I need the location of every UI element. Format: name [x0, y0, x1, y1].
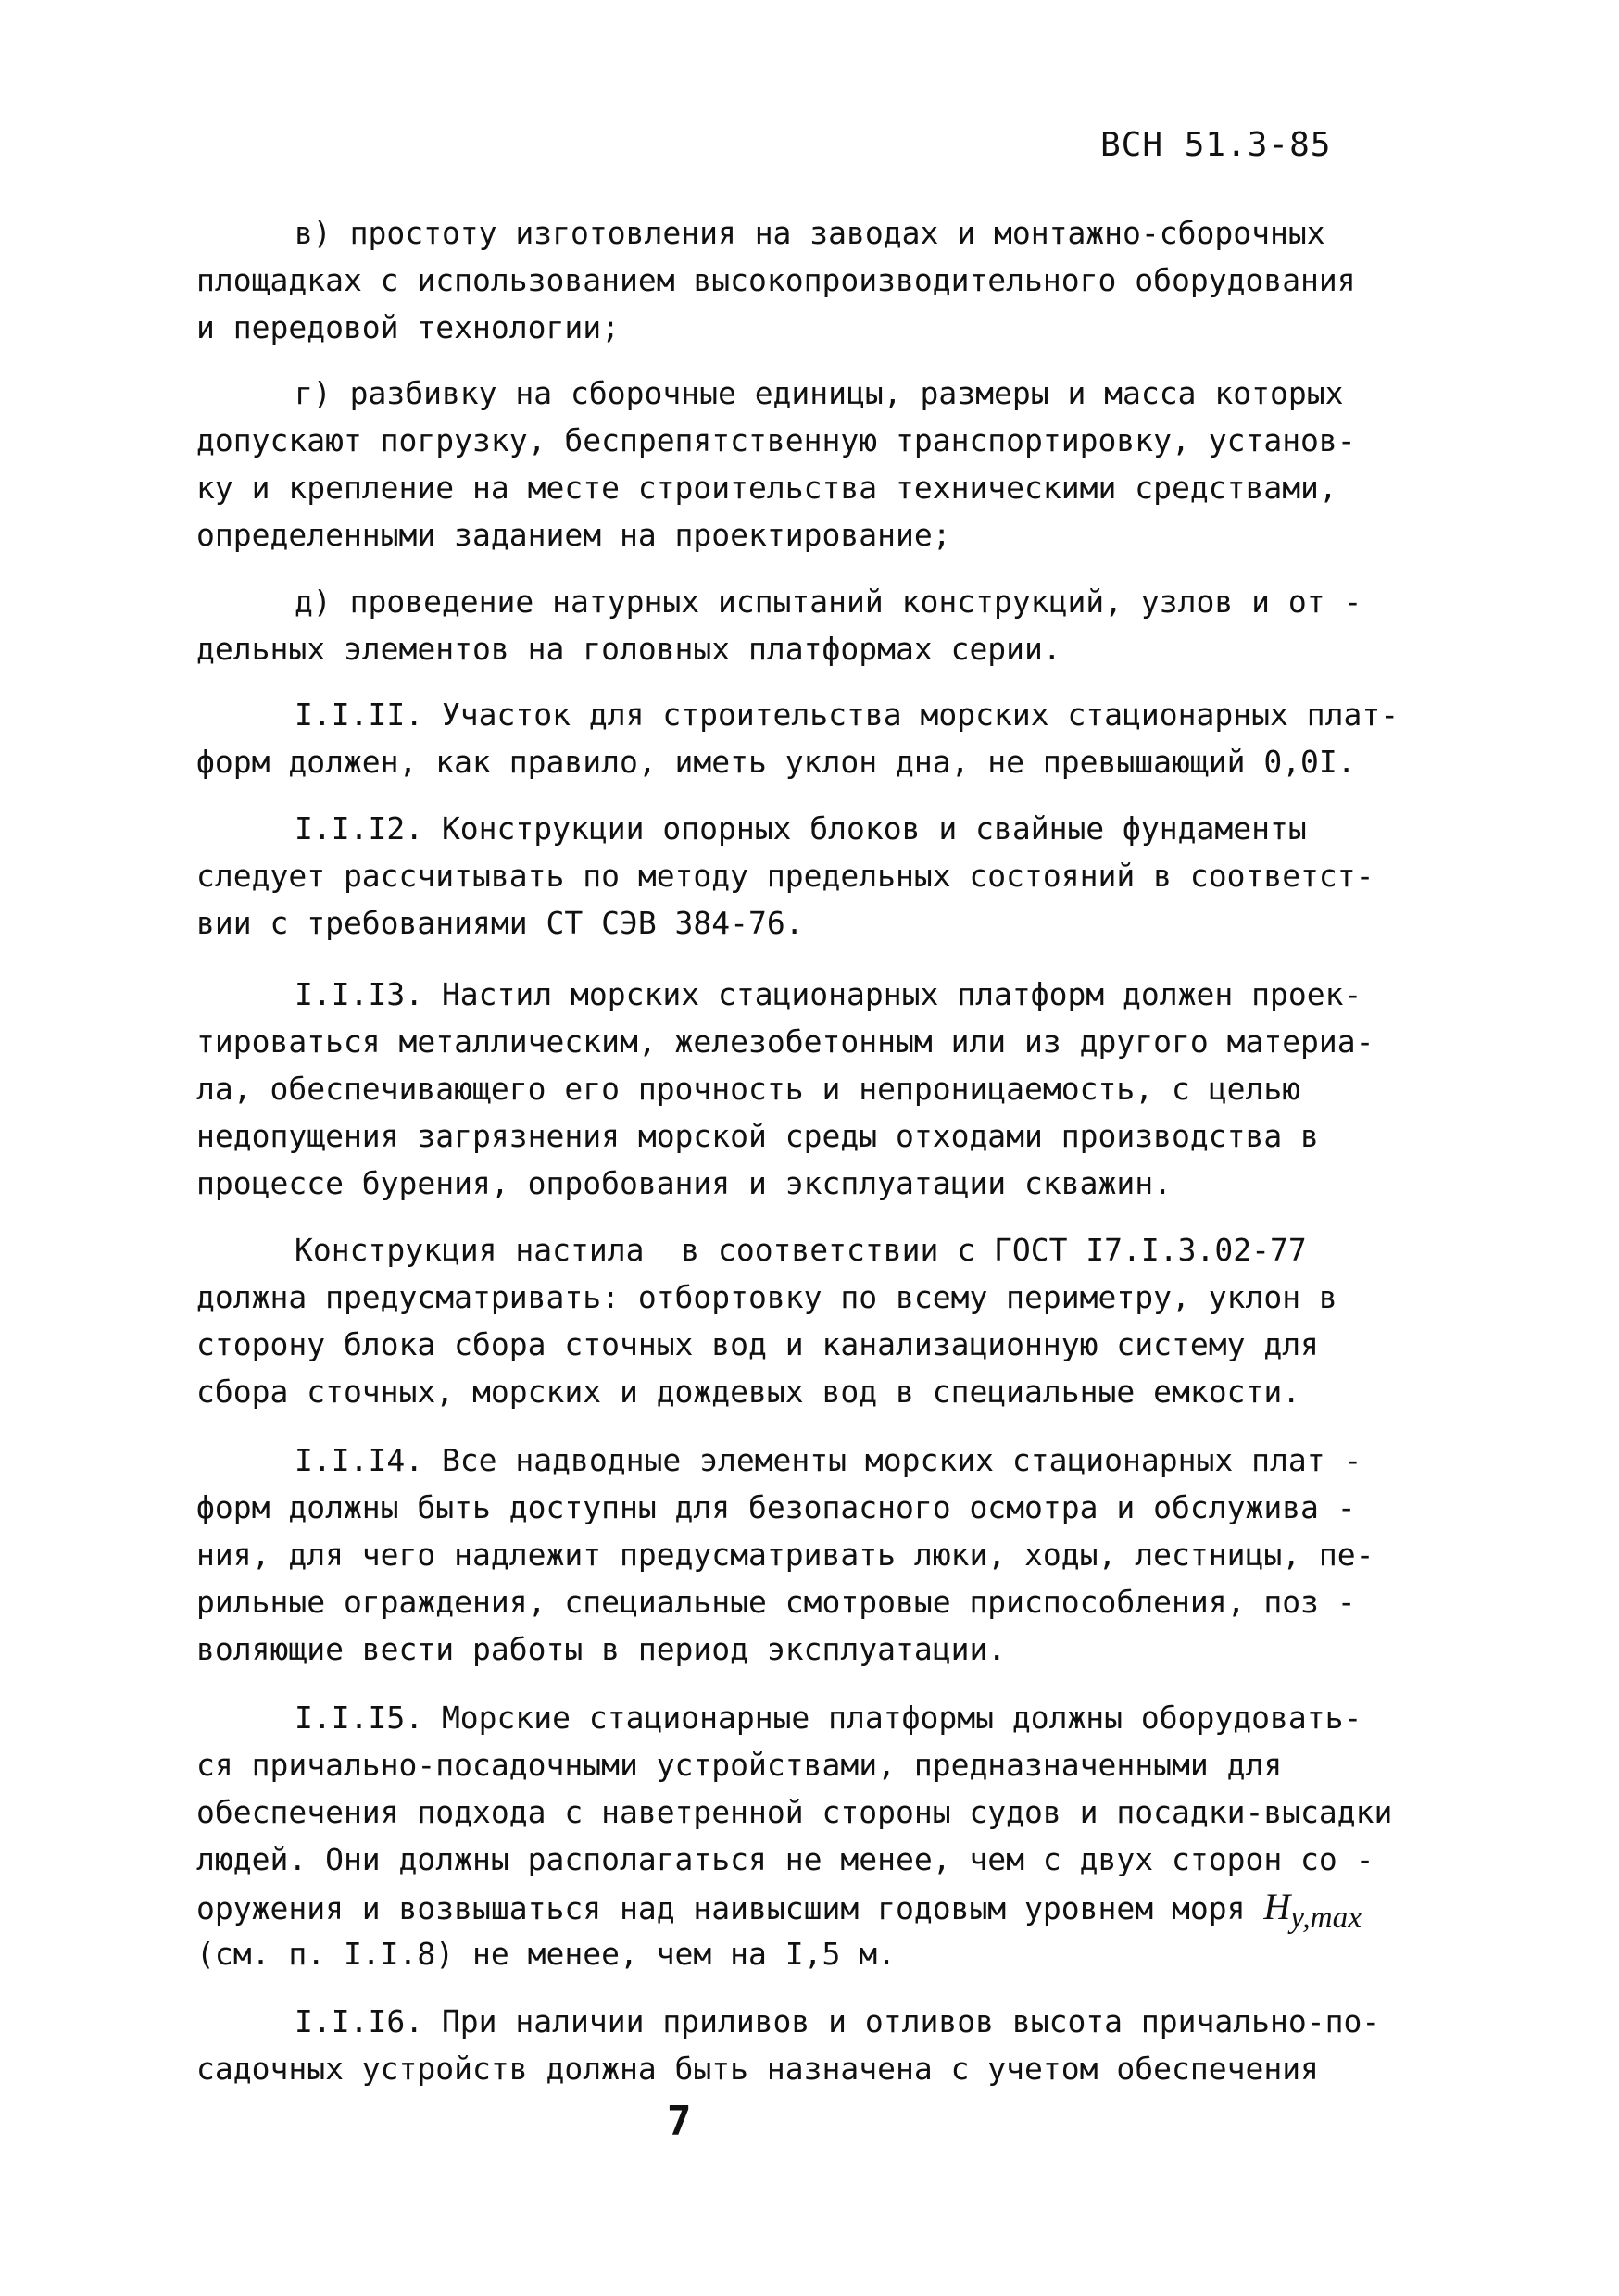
text-line: следует рассчитывать по методу предельных состояний в соответст-: [196, 858, 1374, 894]
text-line: форм должны быть доступны для безопасного осмотра и обслужива -: [196, 1489, 1356, 1525]
text-line: I.I.I5. Морские стационарные платформы должны оборудовать-: [295, 1700, 1362, 1736]
text-line: должна предусматривать: отбортовку по всему периметру, уклон в: [196, 1279, 1337, 1315]
text-line: ку и крепление на месте строительства техническими средствами,: [196, 470, 1337, 506]
text-line: ния, для чего надлежит предусматривать люки, ходы, лестницы, пе-: [196, 1537, 1374, 1573]
text-line: площадках с использованием высокопроизводительного оборудования: [196, 262, 1356, 298]
text-line: I.I.II. Участок для строительства морских стационарных плат-: [295, 696, 1399, 733]
text-line: I.I.I6. При наличии приливов и отливов высота причально-по-: [295, 2003, 1381, 2039]
symbol-h-max: $H_{y,max}$: [1263, 1886, 1362, 1935]
text-line: тироваться металлическим, железобетонным или из другого материа-: [196, 1023, 1374, 1060]
text-line: вии с требованиями СТ СЭВ 384-76.: [196, 905, 804, 941]
text-line: Конструкция настила в соответствии с ГОСТ I7.I.3.02-77: [295, 1232, 1307, 1268]
text-line: рильные ограждения, специальные смотровые приспособления, поз -: [196, 1584, 1356, 1620]
text-line: I.I.I3. Настил морских стационарных платформ должен проек-: [295, 976, 1362, 1012]
text-line: определенными заданием на проектирование;: [196, 517, 951, 553]
text-line: воляющие вести работы в период эксплуатации.: [196, 1631, 1007, 1667]
text-line: обеспечения подхода с наветренной стороны судов и посадки-высадки: [196, 1794, 1393, 1830]
text-line: I.I.I2. Конструкции опорных блоков и свайные фундаменты: [295, 810, 1307, 847]
text-line: ла, обеспечивающего его прочность и непроницаемость, с целью: [196, 1071, 1301, 1107]
text-line: в) простоту изготовления на заводах и монтажно-сборочных: [295, 215, 1325, 251]
text-line: людей. Они должны располагаться не менее, чем с двух сторон со -: [196, 1841, 1374, 1877]
text-line: дельных элементов на головных платформах серии.: [196, 631, 1061, 667]
text-line: оружения и возвышаться над наивысшим годовым уровнем моря $H_{y,max}$: [196, 1886, 1362, 1935]
text-line: сбора сточных, морских и дождевых вод в специальные емкости.: [196, 1374, 1301, 1410]
page-number: 7: [667, 2098, 692, 2145]
text-line: садочных устройств должна быть назначена с учетом обеспечения: [196, 2051, 1319, 2087]
text-line: форм должен, как правило, иметь уклон дна, не превышающий 0,0I.: [196, 744, 1356, 780]
text-line: и передовой технологии;: [196, 309, 620, 345]
text-line: ся причально-посадочными устройствами, предназначенными для: [196, 1747, 1283, 1783]
text-line: допускают погрузку, беспрепятственную транспортировку, установ-: [196, 422, 1356, 458]
text-line: д) проведение натурных испытаний конструкций, узлов и от -: [295, 583, 1362, 620]
text-line: процессе бурения, опробования и эксплуатации скважин.: [196, 1165, 1172, 1201]
text-line: I.I.I4. Все надводные элементы морских стационарных плат -: [295, 1442, 1362, 1478]
text-line: (см. п. I.I.8) не менее, чем на I,5 м.: [196, 1936, 896, 1972]
text-line: недопущения загрязнения морской среды отходами производства в: [196, 1118, 1319, 1154]
document-code: ВСН 51.3-85: [1100, 126, 1332, 164]
text-line: г) разбивку на сборочные единицы, размеры и масса которых: [295, 375, 1344, 411]
text-line: сторону блока сбора сточных вод и канализационную систему для: [196, 1326, 1319, 1362]
